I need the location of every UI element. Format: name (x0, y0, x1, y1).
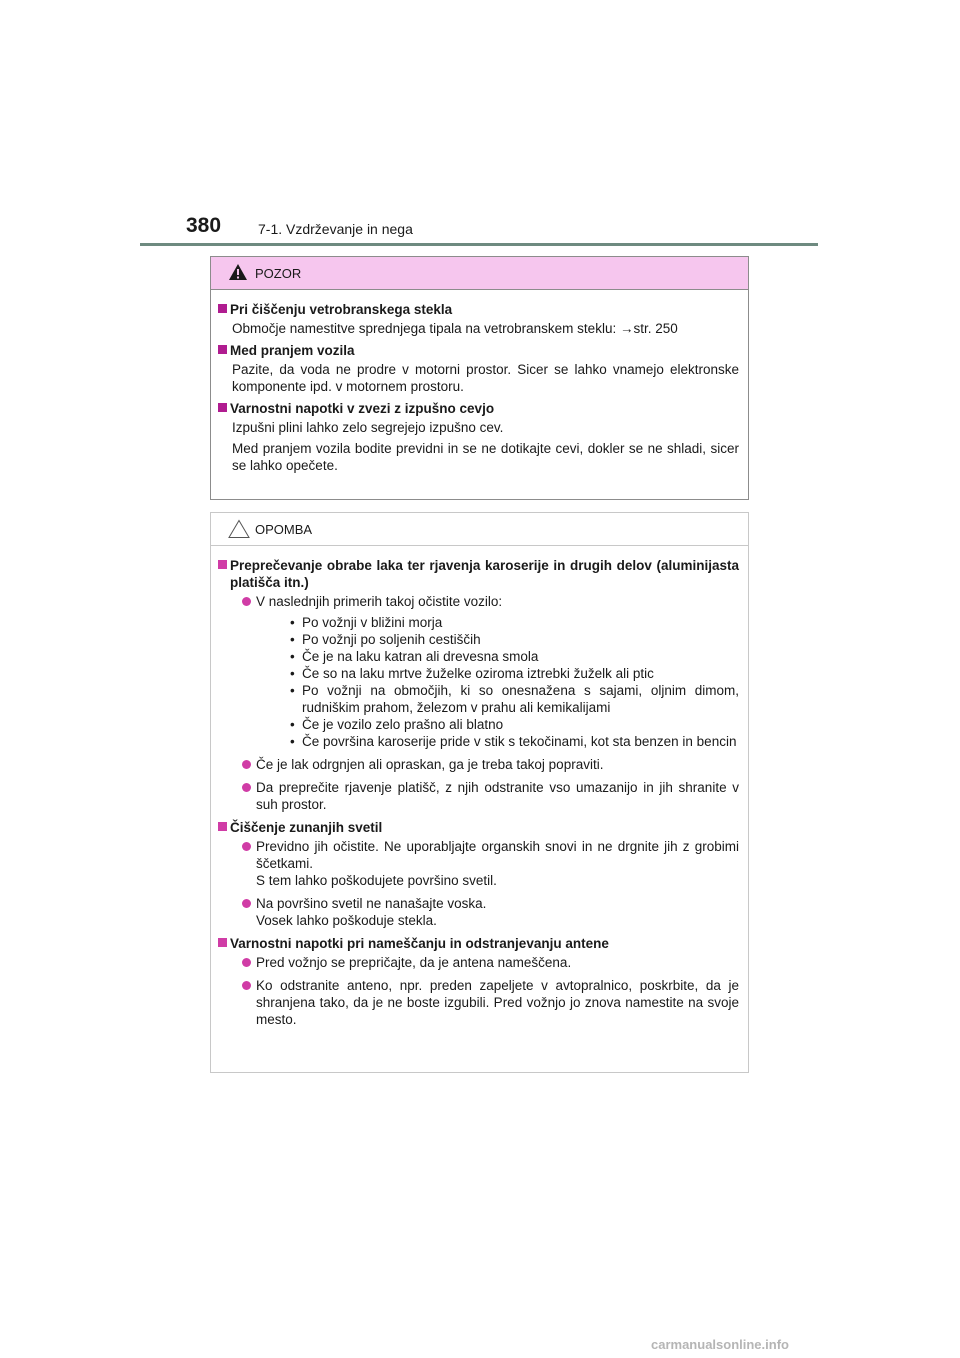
warning-triangle-icon (228, 263, 248, 281)
sub-list-item: • Če površina karoserije pride v stik s tekočinami, kot sta benzen in bencin (290, 734, 737, 749)
warning-label: POZOR (255, 266, 302, 281)
notice-header (211, 513, 748, 546)
warning-section-title: Varnostni napotki v zvezi z izpušno cevjo (230, 401, 495, 416)
warning-header (211, 257, 748, 290)
list-item-text: Da preprečite rjavenje platišč, z njih odstranite vso umazanijo in jih shranite v suh prostor. (256, 780, 739, 812)
warning-paragraph: Med pranjem vozila bodite previdni in se ne dotikajte cevi, dokler se ne shladi, sicer se lahko opečete. (232, 441, 739, 473)
notice-section-title: Preprečevanje obrabe laka ter rjavenja karoserije in drugih delov (aluminijasta platišča itn.) (230, 558, 739, 590)
section-title: 7-1. Vzdrževanje in nega (258, 221, 413, 237)
warning-section (218, 301, 739, 337)
dot-bullet-icon: • (290, 666, 295, 681)
sub-list-item: • Če je vozilo zelo prašno ali blatno (290, 717, 504, 732)
warning-section (218, 400, 739, 474)
notice-section (218, 557, 739, 813)
sub-list (256, 614, 739, 750)
circle-bullet-icon (242, 597, 251, 606)
warning-section-title: Pri čiščenju vetrobranskega stekla (230, 302, 453, 317)
square-bullet-icon (218, 938, 227, 947)
square-bullet-icon (218, 345, 227, 354)
sub-list-item: • Po vožnji v bližini morja (290, 615, 443, 630)
list-item-text: V naslednjih primerih takoj očistite vozilo: (256, 594, 503, 609)
dot-bullet-icon: • (290, 615, 295, 630)
notice-section-title: Varnostni napotki pri nameščanju in odstranjevanju antene (230, 936, 609, 951)
square-bullet-icon (218, 822, 227, 831)
notice-label: OPOMBA (255, 522, 313, 537)
warning-paragraph: Izpušni plini lahko zelo segrejejo izpušno cev. (232, 420, 504, 435)
dot-bullet-icon: • (290, 683, 295, 698)
notice-section (218, 819, 739, 929)
notice-section-title: Čiščenje zunanjih svetil (230, 820, 383, 835)
list-item (230, 954, 739, 971)
dot-bullet-icon: • (290, 632, 295, 647)
list-item-text: S tem lahko poškodujete površino svetil. (256, 873, 497, 888)
dot-bullet-icon: • (290, 717, 295, 732)
warning-section (218, 342, 739, 395)
dot-bullet-icon: • (290, 734, 295, 749)
list-item (230, 977, 739, 1028)
dot-bullet-icon: • (290, 649, 295, 664)
list-item-text: Vosek lahko poškoduje stekla. (256, 913, 437, 928)
sub-list-item: • Če je na laku katran ali drevesna smola (290, 649, 539, 664)
list-item-text: Previdno jih očistite. Ne uporabljajte organskih snovi in ne drgnite jih z grobimi ščetkami. (256, 839, 739, 871)
warning-box (210, 256, 749, 500)
notice-triangle-icon (228, 519, 250, 539)
warning-paragraph: Območje namestitve sprednjega tipala na vetrobranskem steklu: →str. 250 (232, 321, 678, 336)
square-bullet-icon (218, 304, 227, 313)
circle-bullet-icon (242, 760, 251, 769)
list-item (230, 756, 739, 773)
header-rule (140, 243, 818, 246)
list-item-text: Če je lak odrgnjen ali opraskan, ga je treba takoj popraviti. (256, 757, 604, 772)
circle-bullet-icon (242, 899, 251, 908)
notice-box (210, 512, 749, 1073)
list-item (230, 895, 739, 929)
page-number: 380 (186, 214, 222, 237)
watermark: carmanualsonline.info (651, 1337, 789, 1352)
list-item (230, 838, 739, 889)
sub-list-item: • Po vožnji po soljenih cestiščih (290, 632, 481, 647)
list-item (230, 779, 739, 813)
list-item (230, 593, 739, 750)
warning-paragraph: Pazite, da voda ne prodre v motorni prostor. Sicer se lahko vnamejo elektronske komponente ipd. v motornem prostoru. (232, 362, 739, 394)
sub-list-item: • Če so na laku mrtve žuželke oziroma iztrebki žuželk ali ptic (290, 666, 654, 681)
warning-section-title: Med pranjem vozila (230, 343, 355, 358)
square-bullet-icon (218, 560, 227, 569)
square-bullet-icon (218, 403, 227, 412)
list-item-text: Pred vožnjo se prepričajte, da je antena nameščena. (256, 955, 572, 970)
list-item-text: Na površino svetil ne nanašajte voska. (256, 896, 487, 911)
sub-list-item: • Po vožnji na območjih, ki so onesnažena s sajami, oljnim dimom, rudniškim prahom, železom v prahu ali kemikalijami (290, 683, 739, 715)
list-item-text: Ko odstranite anteno, npr. preden zapeljete v avtopralnico, poskrbite, da je shranjena tako, da je ne boste izgubili. Pred vožnjo jo znova namestite na svoje mesto. (256, 978, 739, 1027)
circle-bullet-icon (242, 981, 251, 990)
notice-section (218, 935, 739, 1028)
circle-bullet-icon (242, 783, 251, 792)
circle-bullet-icon (242, 842, 251, 851)
circle-bullet-icon (242, 958, 251, 967)
